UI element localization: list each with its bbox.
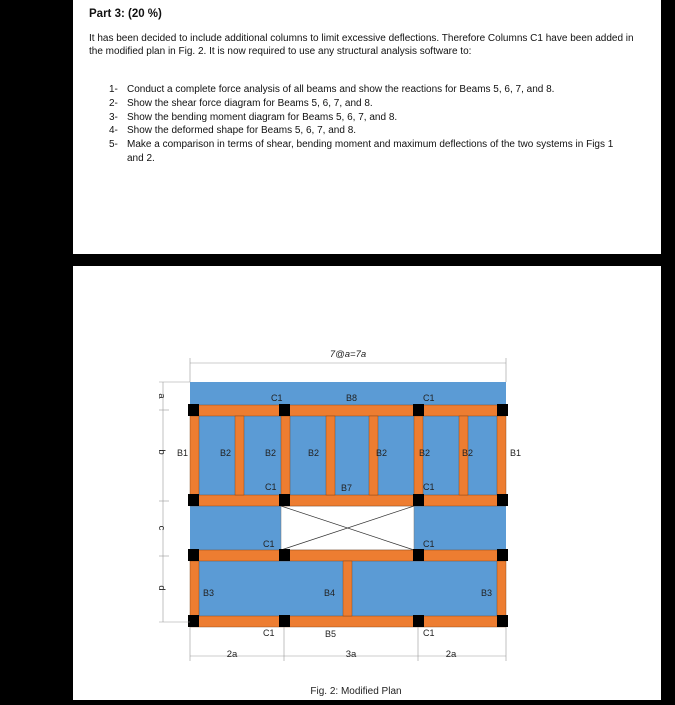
overall-dimension-label: 7@a=7a	[329, 349, 367, 360]
column	[497, 615, 508, 627]
column	[497, 494, 508, 506]
column-label: C1	[265, 482, 277, 492]
beam-b8	[190, 405, 506, 416]
side-dimension-label: d	[156, 585, 167, 591]
problem-statement	[73, 0, 661, 254]
column-label: C1	[263, 628, 275, 638]
column	[279, 549, 290, 561]
beam-label: B3	[481, 588, 493, 598]
beam-label: B1	[177, 448, 189, 458]
part-heading: Part 3: (20 %)	[89, 8, 162, 20]
beam-b2	[235, 416, 244, 495]
side-dimension-label: b	[156, 449, 167, 455]
column	[413, 494, 424, 506]
column	[413, 549, 424, 561]
beam-label: B1	[510, 448, 522, 458]
column	[413, 615, 424, 627]
modified-plan-figure	[73, 266, 661, 700]
beam-label: B2	[462, 448, 474, 458]
beam-label: B2	[376, 448, 388, 458]
task-item: 1- Conduct a complete force analysis of all beams and show the reactions for Beams 5, 6, 7, and 8.	[109, 84, 555, 95]
span-label: 2a	[226, 649, 238, 660]
beam-label: B4	[324, 588, 336, 598]
beam-b2	[326, 416, 335, 495]
beam-label: B3	[203, 588, 215, 598]
column	[413, 404, 424, 416]
beam-label: B2	[419, 448, 431, 458]
column	[188, 615, 199, 627]
figure-caption: Fig. 2: Modified Plan	[310, 686, 402, 697]
beam-b5	[190, 616, 506, 627]
column-label: C1	[423, 628, 435, 638]
beam-label: B5	[325, 629, 337, 639]
beam-label: B7	[341, 483, 353, 493]
column	[188, 404, 199, 416]
beam-b3-left	[190, 561, 199, 616]
span-label: 2a	[445, 649, 457, 660]
column	[497, 549, 508, 561]
beam-label: B2	[220, 448, 232, 458]
column-label: C1	[423, 539, 435, 549]
column	[188, 494, 199, 506]
beam-b3-right	[497, 561, 506, 616]
side-dimension-label: a	[156, 393, 167, 399]
beam-b4-vertical	[343, 561, 352, 616]
beam-b1-right	[497, 416, 506, 495]
task-item: 3- Show the bending moment diagram for Beams 5, 6, 7, and 8.	[109, 111, 398, 123]
task-item: 2- Show the shear force diagram for Beams 5, 6, 7, and 8.	[109, 97, 373, 109]
column	[279, 404, 290, 416]
column	[279, 615, 290, 627]
side-dimension-label: c	[156, 525, 167, 531]
column	[188, 549, 199, 561]
intro-paragraph: It has been decided to include additional columns to limit excessive deflections. Therefore Columns C1 have been added in the modified plan in Fig. 2. It is now required to use any structural analysis software to:	[89, 33, 634, 57]
beam-b2	[281, 416, 290, 495]
beam-b4-top	[190, 550, 506, 561]
beam-label: B8	[346, 393, 358, 403]
beam-label: B2	[308, 448, 320, 458]
column-label: C1	[423, 393, 435, 403]
column-label: C1	[423, 482, 435, 492]
beam-label: B2	[265, 448, 277, 458]
figure-panel	[73, 266, 661, 700]
task-item: 4- Show the deformed shape for Beams 5, 6, 7, and 8.	[109, 125, 357, 137]
column	[497, 404, 508, 416]
span-label: 3a	[345, 649, 357, 660]
beam-b1-left	[190, 416, 199, 495]
column-label: C1	[271, 393, 283, 403]
task-list	[109, 83, 629, 166]
task-item: 5- Make a comparison in terms of shear, bending moment and maximum deflections of the two systems in Figs 1 and 2.	[109, 139, 614, 164]
column	[279, 494, 290, 506]
column-label: C1	[263, 539, 275, 549]
beam-b7	[190, 495, 506, 506]
